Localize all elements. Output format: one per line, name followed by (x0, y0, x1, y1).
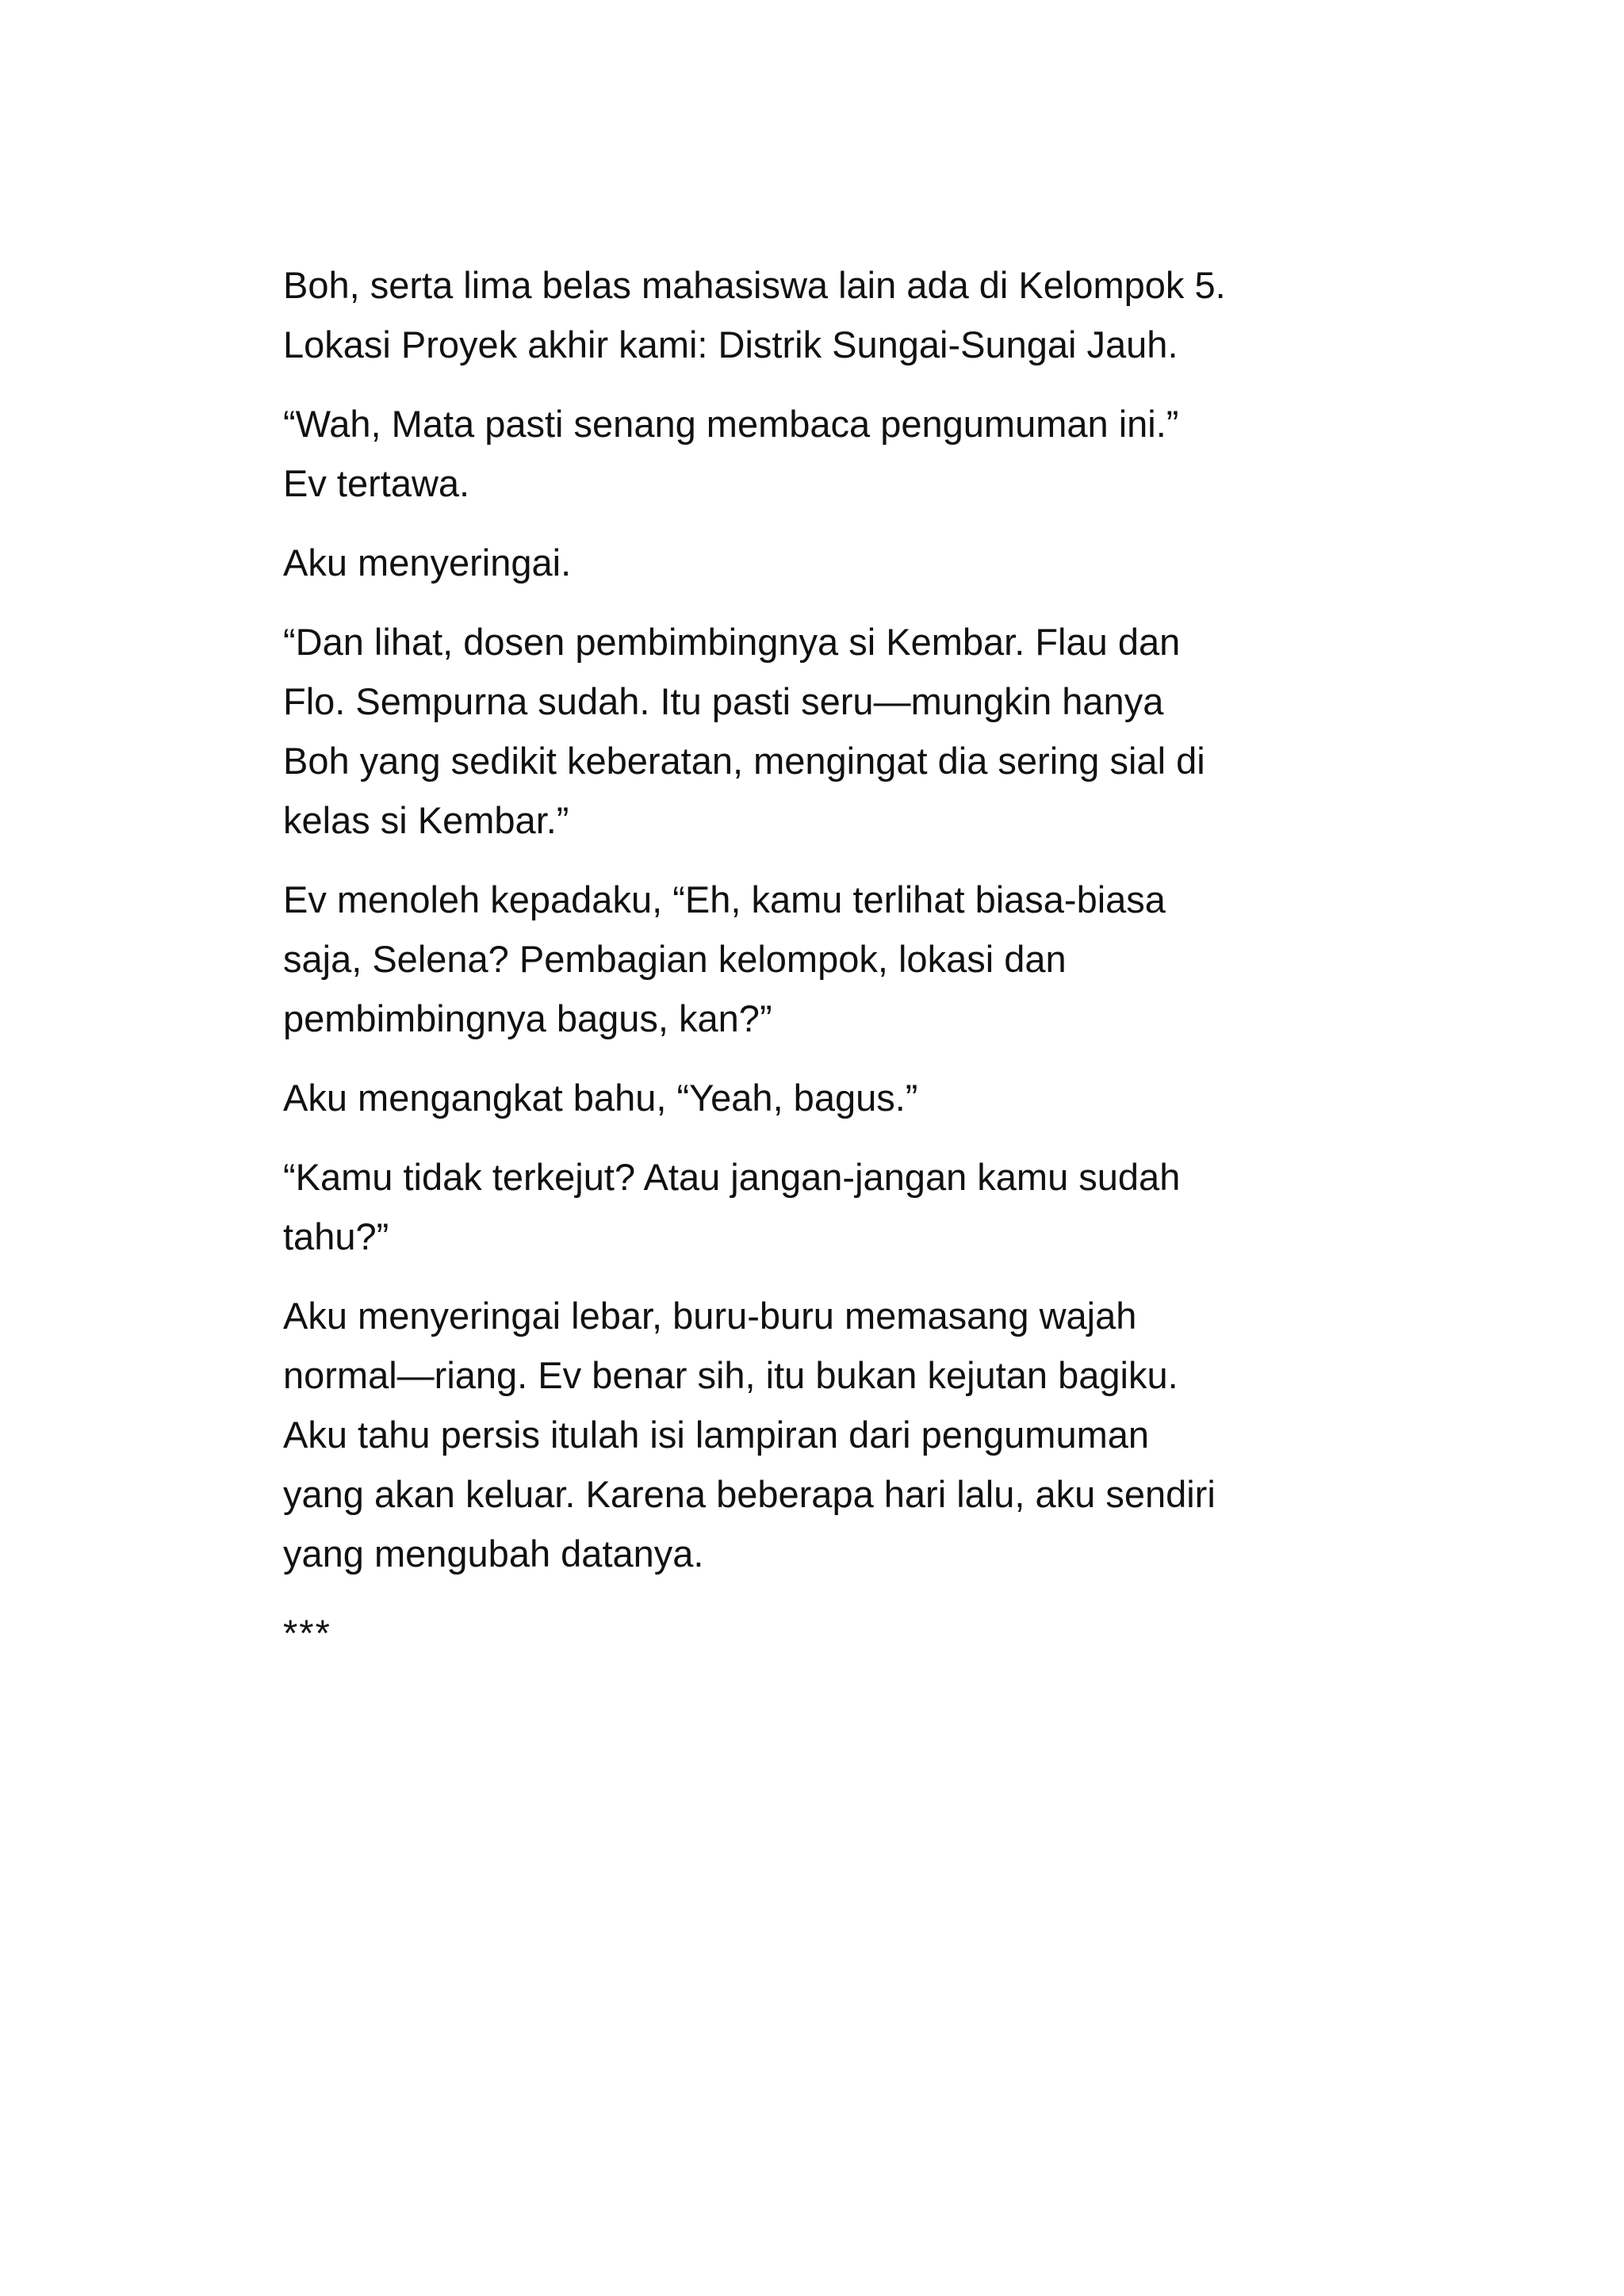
text-line: tahu?” (283, 1215, 389, 1257)
text-line: “Kamu tidak terkejut? Atau jangan-jangan kamu sudah (283, 1156, 1181, 1198)
paragraph-2 (283, 394, 1377, 513)
text-line: yang akan keluar. Karena beberapa hari lalu, aku sendiri (283, 1473, 1216, 1515)
text-line: yang mengubah datanya. (283, 1533, 704, 1575)
text-line: kelas si Kembar.” (283, 799, 569, 841)
text-line: Aku tahu persis itulah isi lampiran dari pengumuman (283, 1414, 1150, 1456)
text-line: Flo. Sempurna sudah. Itu pasti seru—mungkin hanya (283, 680, 1164, 722)
scene-separator: *** (283, 1612, 331, 1654)
text-line: pembimbingnya bagus, kan?” (283, 997, 772, 1039)
text-line: Aku menyeringai lebar, buru-buru memasang wajah (283, 1295, 1137, 1337)
text-line: “Wah, Mata pasti senang membaca pengumuman ini.” (283, 403, 1179, 445)
body-text (283, 255, 1377, 1682)
text-line: Boh, serta lima belas mahasiswa lain ada di Kelompok 5. (283, 264, 1226, 306)
text-line: Lokasi Proyek akhir kami: Distrik Sungai-Sungai Jauh. (283, 323, 1178, 365)
text-line: Boh yang sedikit keberatan, mengingat dia sering sial di (283, 740, 1205, 782)
paragraph-4 (283, 612, 1377, 850)
paragraph-8 (283, 1286, 1377, 1583)
text-line: “Dan lihat, dosen pembimbingnya si Kembar. Flau dan (283, 621, 1181, 663)
text-line: normal—riang. Ev benar sih, itu bukan kejutan bagiku. (283, 1354, 1178, 1396)
paragraph-1 (283, 255, 1377, 374)
text-line: Aku mengangkat bahu, “Yeah, bagus.” (283, 1077, 918, 1119)
paragraph-5 (283, 870, 1377, 1048)
paragraph-6 (283, 1068, 1377, 1127)
text-line: saja, Selena? Pembagian kelompok, lokasi dan (283, 938, 1067, 980)
paragraph-3 (283, 533, 1377, 592)
text-line: Ev menoleh kepadaku, “Eh, kamu terlihat biasa-biasa (283, 878, 1166, 920)
text-line: Ev tertawa. (283, 462, 470, 504)
text-line: Aku menyeringai. (283, 541, 572, 584)
paragraph-7 (283, 1147, 1377, 1266)
